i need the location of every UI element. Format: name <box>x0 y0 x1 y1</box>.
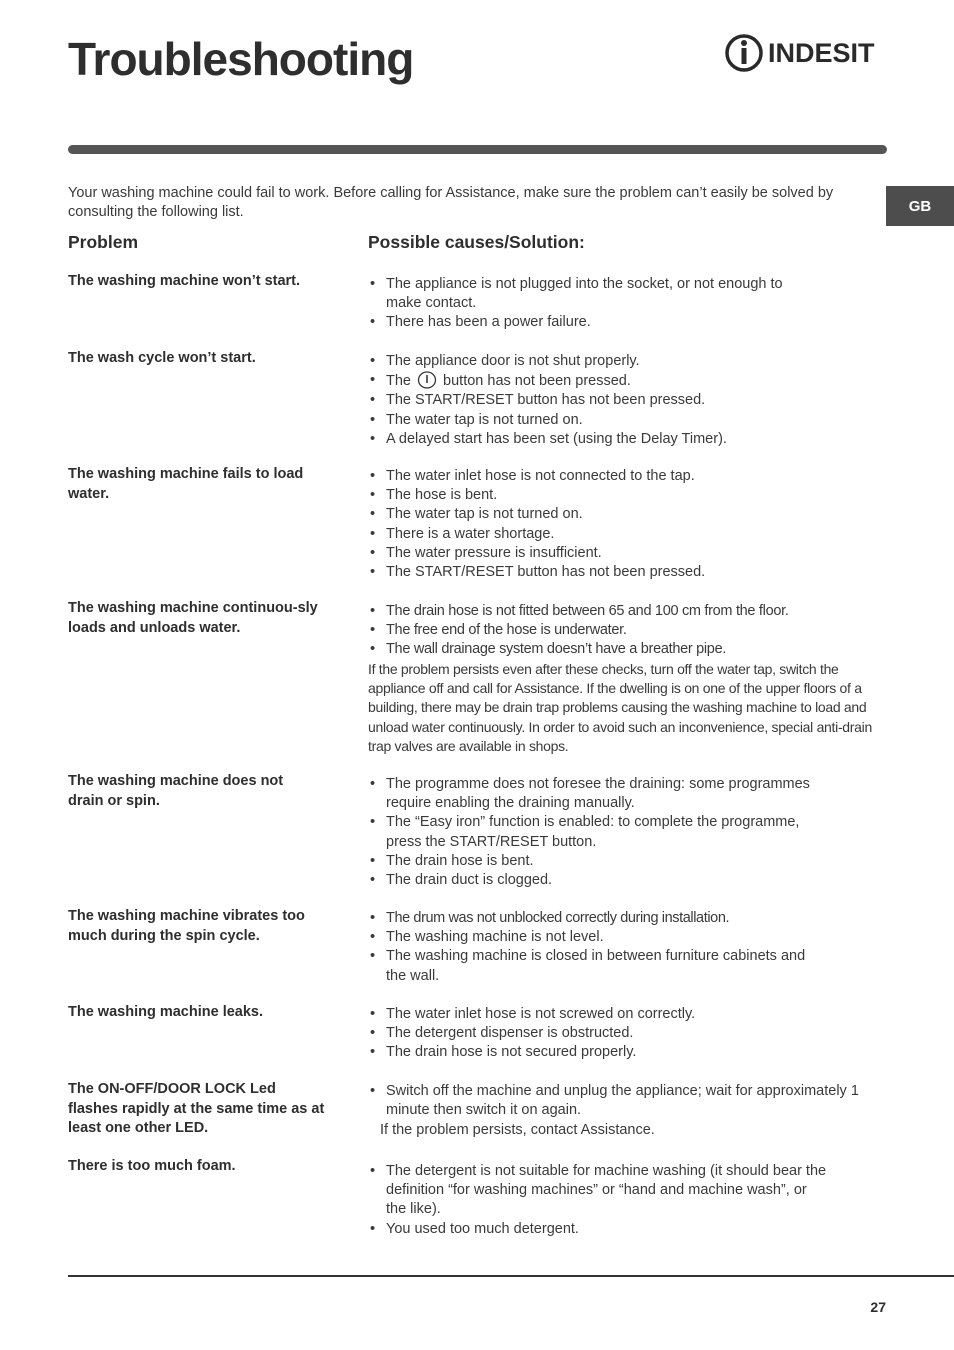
indesit-logo-icon <box>724 32 764 74</box>
cause-item: • The START/RESET button has not been pressed. <box>368 391 878 410</box>
causes-list <box>368 1162 828 1239</box>
power-button-icon <box>417 371 437 389</box>
cause-item: • The washing machine is closed in between furniture cabinets and the wall. <box>368 947 828 985</box>
problem-column-heading: Problem <box>68 232 139 252</box>
cause-item: • The drain hose is bent. <box>368 852 828 871</box>
intro-text: Your washing machine could fail to work. Before calling for Assistance, make sure the problem can’t easily be solved by consulting the following list. <box>68 185 834 220</box>
cause-text-after: button has not been pressed. <box>439 373 631 390</box>
problem-item: The wash cycle won’t start. <box>68 350 256 366</box>
causes-list <box>368 352 878 449</box>
cause-item: • The drum was not unblocked correctly during installation. <box>368 909 828 928</box>
problem-item: The ON-OFF/DOOR LOCK Led flashes rapidly at the same time as at least one other LED. <box>68 1081 325 1136</box>
cause-text-before: The <box>386 373 416 390</box>
cause-item: • The detergent dispenser is obstructed. <box>368 1024 878 1043</box>
header-divider <box>68 145 887 154</box>
cause-item: • The hose is bent. <box>368 486 878 505</box>
cause-item: • The water tap is not turned on. <box>368 411 878 430</box>
cause-item: • The appliance is not plugged into the socket, or not enough to make contact. <box>368 275 808 313</box>
solution-column-heading: Possible causes/Solution: <box>368 232 585 252</box>
cause-item: • The “Easy iron” function is enabled: to complete the programme, press the START/RESET button. <box>368 813 828 851</box>
causes-list <box>368 1005 878 1063</box>
problem-item: The washing machine vibrates too much during the spin cycle. <box>68 908 305 944</box>
cause-item: • The water inlet hose is not connected to the tap. <box>368 467 878 486</box>
problem-item: The washing machine fails to load water. <box>68 466 304 502</box>
problem-item: The washing machine leaks. <box>68 1004 264 1020</box>
causes-list <box>368 602 878 660</box>
cause-item: • Switch off the machine and unplug the appliance; wait for approximately 1 minute then switch it on again. <box>368 1082 878 1120</box>
problem-item: The washing machine does not drain or spin. <box>68 773 284 809</box>
causes-list <box>368 909 828 986</box>
cause-item: • There has been a power failure. <box>368 313 808 332</box>
cause-item: • You used too much detergent. <box>368 1220 828 1239</box>
brand-logo <box>724 32 888 74</box>
cause-item: • The drain duct is clogged. <box>368 871 828 890</box>
cause-item <box>368 371 878 391</box>
cause-note: If the problem persists even after these checks, turn off the water tap, switch the appliance off and call for Assistance. If the dwelling is on one of the upper floors of a building, there may be drain trap problems causing the washing machine to load and unload water continuously. In order to avoid such an inconvenience, special anti-drain trap valves are available in shops. <box>368 661 872 754</box>
brand-name: INDESIT <box>768 37 875 68</box>
cause-item: • The wall drainage system doesn’t have a breather pipe. <box>368 640 878 659</box>
cause-item: • The drain hose is not secured properly. <box>368 1043 878 1062</box>
cause-item: • The washing machine is not level. <box>368 928 828 947</box>
cause-item: • The programme does not foresee the draining: some programmes require enabling the draining manually. <box>368 775 828 813</box>
footer-divider <box>68 1275 954 1277</box>
cause-item: • The water pressure is insufficient. <box>368 544 878 563</box>
causes-list <box>368 467 878 582</box>
problem-item: The washing machine won’t start. <box>68 273 301 289</box>
page-number: 27 <box>870 1299 886 1315</box>
cause-item: • The appliance door is not shut properly. <box>368 352 878 371</box>
cause-item: • The drain hose is not fitted between 65 and 100 cm from the floor. <box>368 602 878 621</box>
causes-list <box>368 275 808 333</box>
problem-item: The washing machine continuou-sly loads and unloads water. <box>68 600 318 636</box>
causes-list <box>368 1082 878 1120</box>
cause-note: If the problem persists, contact Assistance. <box>380 1122 655 1138</box>
cause-item: • The water inlet hose is not screwed on correctly. <box>368 1005 878 1024</box>
cause-item: • The detergent is not suitable for machine washing (it should bear the definition “for washing machines” or “hand and machine wash”, or the like). <box>368 1162 828 1220</box>
problem-item: There is too much foam. <box>68 1158 236 1174</box>
page-title: Troubleshooting <box>68 33 414 85</box>
language-tab: GB <box>886 186 954 226</box>
cause-item: • There is a water shortage. <box>368 525 878 544</box>
causes-list <box>368 775 828 890</box>
cause-item: • The free end of the hose is underwater. <box>368 621 878 640</box>
cause-item: • The water tap is not turned on. <box>368 505 878 524</box>
cause-item: • A delayed start has been set (using the Delay Timer). <box>368 430 878 449</box>
cause-item: • The START/RESET button has not been pressed. <box>368 563 878 582</box>
